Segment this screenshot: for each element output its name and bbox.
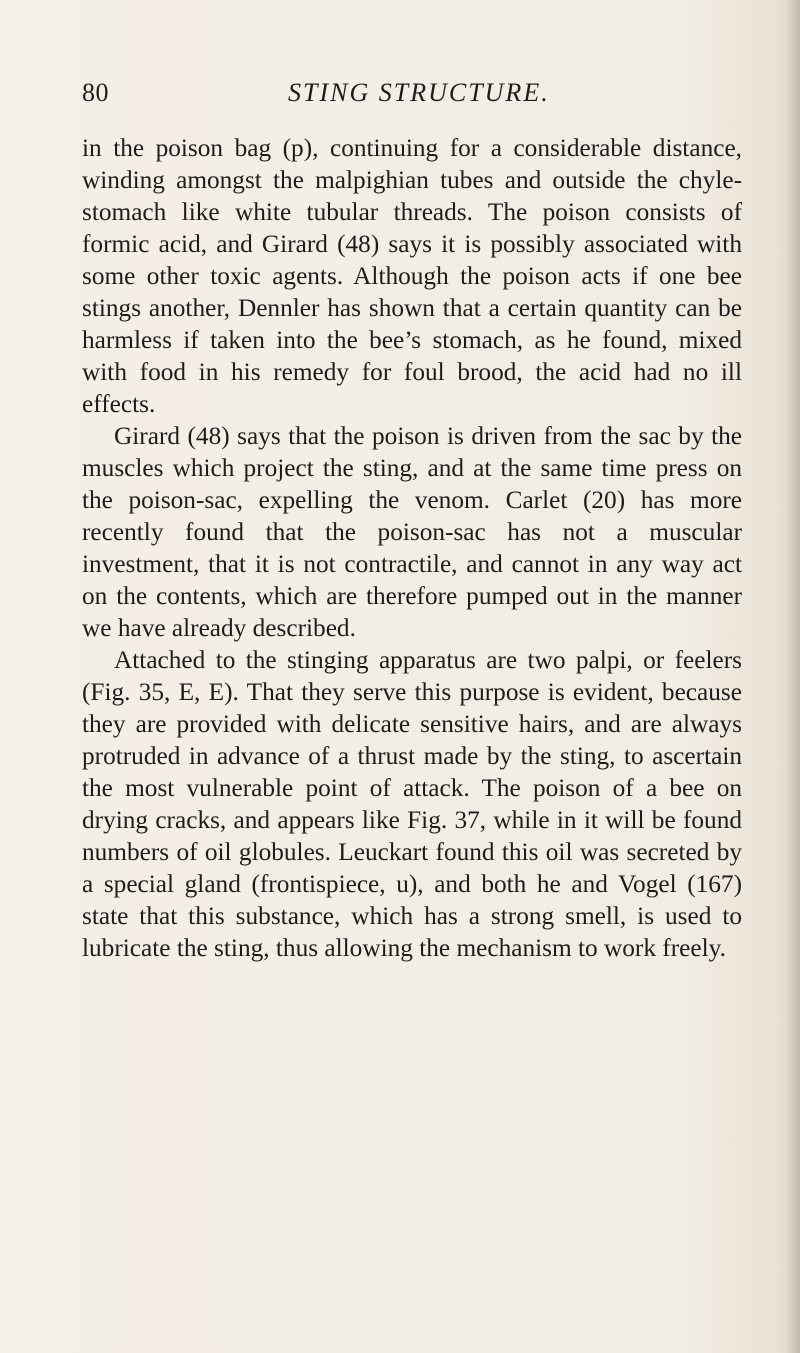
page-header: [82, 78, 722, 112]
paragraph: Attached to the stinging apparatus are two palpi, or feelers (Fig. 35, E, E). That they serve this purpose is evident, because they are provided with delicate sensitive hairs, and are always protruded in advance of a thrust made by the sting, to ascertain the most vulnerable point of attack. The poison of a bee on drying cracks, and appears like Fig. 37, while in it will be found numbers of oil globules. Leuckart found this oil was secreted by a special gland (frontispiece, u), and both he and Vogel (167) state that this substance, which has a strong smell, is used to lubricate the sting, thus allowing the mechanism to work freely.: [82, 646, 742, 962]
page-edge-shadow: [786, 0, 800, 1353]
body-text: [82, 132, 742, 964]
running-head: STING STRUCTURE.: [288, 78, 550, 107]
paragraph: in the poison bag (p), continuing for a considerable distance, winding amongst the malpighian tubes and outside the chyle-stomach like white tubular threads. The poison consists of formic acid, and Girard (48) says it is possibly associated with some other toxic agents. Although the poison acts if one bee stings another, Dennler has shown that a certain quantity can be harmless if taken into the bee’s stomach, as he found, mixed with food in his remedy for foul brood, the acid had no ill effects.: [82, 134, 742, 418]
paragraph: Girard (48) says that the poison is driven from the sac by the muscles which project the sting, and at the same time press on the poison-sac, expelling the venom. Carlet (20) has more recently found that the poison-sac has not a muscular investment, that it is not contractile, and cannot in any way act on the contents, which are therefore pumped out in the manner we have already described.: [82, 422, 742, 642]
page-number: 80: [82, 78, 109, 107]
